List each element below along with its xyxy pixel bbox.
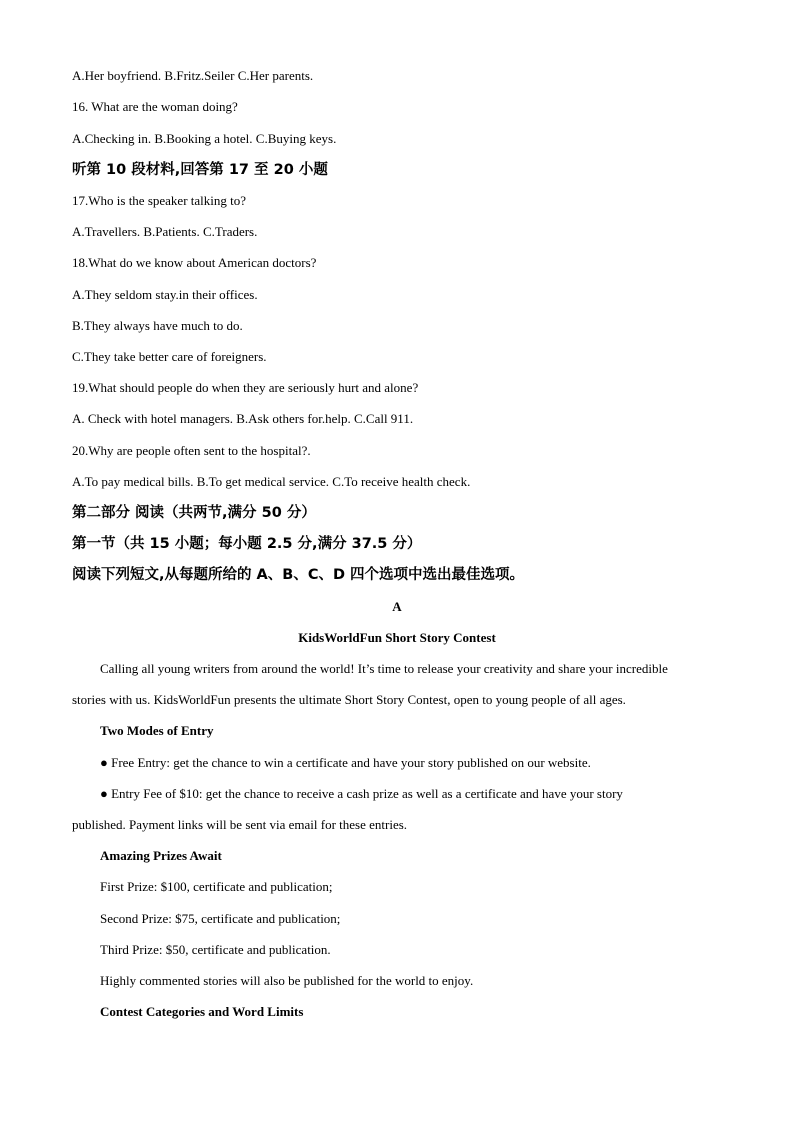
prizes-heading: Amazing Prizes Await [100,848,222,863]
q18-question: 18.What do we know about American doctors? [72,255,317,270]
q16-options: A.Checking in. B.Booking a hotel. C.Buying keys. [72,131,337,146]
passage-letter: A [392,599,402,614]
q18-option-a: A.They seldom stay.in their offices. [72,287,258,302]
prize-note: Highly commented stories will also be published for the world to enjoy. [100,973,474,988]
q18-option-b: B.They always have much to do. [72,318,243,333]
q16-question: 16. What are the woman doing? [72,99,238,114]
prize-first: First Prize: $100, certificate and publication; [100,879,333,894]
q19-question: 19.What should people do when they are seriously hurt and alone? [72,380,419,395]
categories-heading: Contest Categories and Word Limits [100,1004,304,1019]
section1-heading: 第一节（共 15 小题；每小题 2.5 分,满分 37.5 分） [72,536,422,552]
q18-option-c: C.They take better care of foreigners. [72,349,267,364]
entry-modes-heading: Two Modes of Entry [100,723,214,738]
paragraph-1-line-1: Calling all young writers from around the world! It’s time to release your creativity and share your incredible [100,661,668,676]
prize-second: Second Prize: $75, certificate and publication; [100,911,341,926]
q15-options: A.Her boyfriend. B.Fritz.Seiler C.Her parents. [72,68,314,83]
q20-question: 20.Why are people often sent to the hospital?. [72,443,311,458]
passage-title: KidsWorldFun Short Story Contest [298,630,496,645]
reading-instruction: 阅读下列短文,从每题所给的 A、B、C、D 四个选项中选出最佳选项。 [72,567,525,583]
entry-fee-item-line-1: ● Entry Fee of $10: get the chance to receive a cash prize as well as a certificate and have your story [100,786,623,801]
q17-question: 17.Who is the speaker talking to? [72,193,247,208]
entry-fee-item-line-2: published. Payment links will be sent via email for these entries. [72,817,408,832]
q20-options: A.To pay medical bills. B.To get medical service. C.To receive health check. [72,474,471,489]
prize-third: Third Prize: $50, certificate and publication. [100,942,331,957]
paragraph-1-line-2: stories with us. KidsWorldFun presents the ultimate Short Story Contest, open to young people of all ages. [72,692,626,707]
part2-heading: 第二部分 阅读（共两节,满分 50 分） [72,505,316,521]
q19-options: A. Check with hotel managers. B.Ask others for.help. C.Call 911. [72,411,414,426]
section10-heading: 听第 10 段材料,回答第 17 至 20 小题 [72,162,328,178]
entry-free-item: ● Free Entry: get the chance to win a certificate and have your story published on our website. [100,755,591,770]
q17-options: A.Travellers. B.Patients. C.Traders. [72,224,258,239]
